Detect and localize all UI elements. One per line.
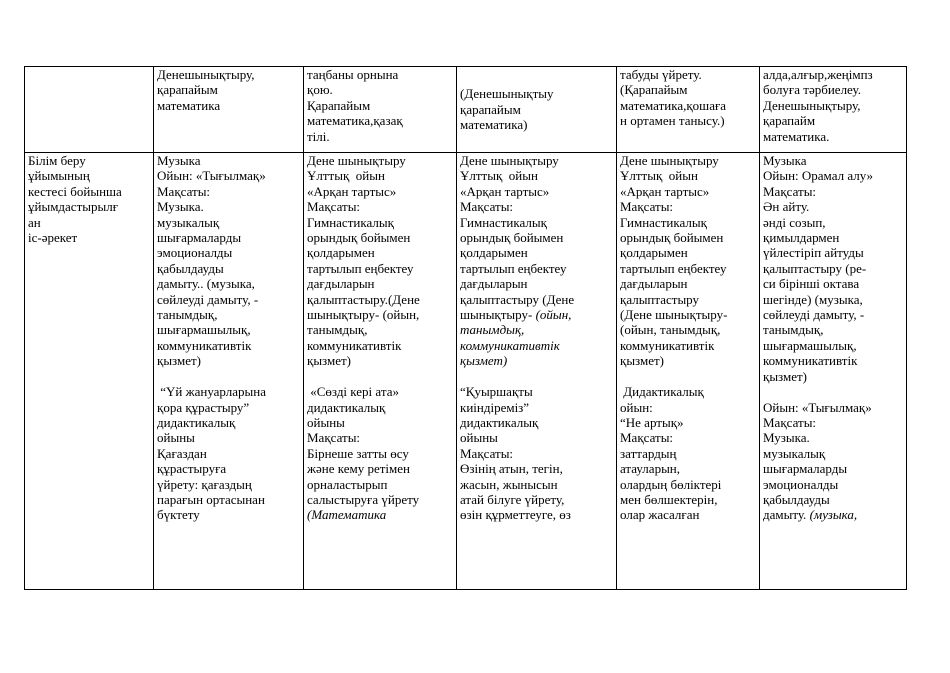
cell-text-line: қызмет): [307, 353, 352, 369]
cell-text-line: сөйлеуді дамыту, -: [157, 291, 259, 307]
cell-text-line: ойын:: [620, 399, 653, 415]
cell-text-line: “Қуыршақты: [460, 384, 533, 400]
cell-text-line: Қарапайым: [307, 97, 371, 113]
cell-text-italic: (ойын,: [535, 307, 572, 323]
cell-text-line: тілі.: [307, 128, 330, 144]
cell-text-line: киіндіреміз”: [460, 399, 530, 415]
cell-text-line: математика,қошаға: [620, 97, 727, 113]
cell-text-line: математика): [460, 117, 528, 133]
cell-text-line: шегінде) (музыка,: [763, 291, 863, 307]
cell-text-line: шығармашылық,: [763, 337, 857, 353]
cell-text-line: салыстыруға үйрету: [307, 491, 420, 507]
cell-text-line: қызмет): [763, 368, 808, 384]
cell-text-line: Гимнастикалық: [460, 214, 547, 230]
cell-text-line: Ұлттық ойын: [620, 168, 698, 184]
cell-text-line: шығармашылық,: [157, 322, 251, 338]
cell-text-line: құрастыруға: [157, 461, 227, 477]
cell-text-line: [763, 384, 903, 399]
cell-text-line: дағдыларын: [620, 276, 688, 292]
cell-text-line: Ұлттық ойын: [307, 168, 385, 184]
cell-text-line: қарапайым: [157, 82, 218, 98]
cell-text-line: математика: [157, 97, 221, 113]
cell-text-line: музыкалық: [157, 214, 220, 230]
cell-text-line: Қағаздан: [157, 445, 207, 461]
cell-text-line: танымдық,: [307, 322, 368, 338]
cell-text-line: және кему ретімен: [307, 461, 410, 477]
cell-text-line: кестесі бойынша: [28, 183, 122, 199]
cell-text-line: Мақсаты:: [307, 430, 361, 446]
cell-text-line: «Арқан тартыс»: [620, 183, 710, 199]
row1-cell-3: [457, 67, 617, 153]
cell-text-line: Музыка.: [157, 199, 204, 215]
cell-text-line: дағдыларын: [460, 276, 528, 292]
cell-text-line: “Не артық»: [620, 414, 684, 430]
cell-text-line: Ойын: «Тығылмақ»: [763, 399, 872, 415]
cell-text-line: (Дене шынықтыру-: [620, 307, 728, 323]
cell-text-line: «Арқан тартыс»: [307, 183, 397, 199]
row2-cell-0-activity-label: [25, 153, 154, 590]
cell-text-line: атауларын,: [620, 461, 681, 477]
cell-text-line: тартылып еңбектеу: [620, 260, 727, 276]
cell-text-line: дамыту. (музыка,: [763, 507, 858, 523]
cell-text-line: үйлестіріп айтуды: [763, 245, 864, 261]
cell-text-line: қою.: [307, 82, 333, 98]
cell-text-line: бүктету: [157, 507, 200, 523]
cell-text-line: «Сөзді кері ата»: [307, 384, 399, 400]
row1-cell-0: [25, 67, 154, 153]
row2-cell-1: [154, 153, 304, 590]
cell-text-line: Мақсаты:: [460, 445, 514, 461]
row2-cell-3: [457, 153, 617, 590]
cell-text-line: танымдық,: [460, 322, 525, 338]
cell-text-line: (Қарапайым: [620, 82, 688, 98]
cell-text-line: [307, 369, 453, 384]
cell-text-line: ойыны: [157, 430, 195, 446]
cell-text-line: дағдыларын: [307, 276, 375, 292]
cell-text-line: қабылдауды: [763, 491, 830, 507]
cell-text-line: орындық бойымен: [307, 230, 411, 246]
cell-text-line: коммуникативтік: [460, 337, 560, 353]
cell-text-line: қалыптастыру: [620, 291, 700, 307]
cell-text-line: н ортамен танысу.): [620, 113, 725, 129]
cell-text-line: ұйымдастырылғ: [28, 199, 119, 215]
cell-text-line: үйрету: қағаздың: [157, 476, 252, 492]
cell-text-line: дидактикалық: [460, 414, 539, 430]
cell-text-line: музыкалық: [763, 445, 826, 461]
cell-text-line: ойыны: [460, 430, 498, 446]
cell-text-line: математика,қазақ: [307, 113, 403, 129]
cell-text-line: қалыптастыру (Дене: [460, 291, 575, 307]
cell-text-line: таңбаны орнына: [307, 67, 399, 82]
cell-text-line: шынықтыру- (ойын,: [307, 307, 420, 323]
cell-text-line: олар жасалған: [620, 507, 700, 523]
cell-text-line: танымдық,: [157, 307, 218, 323]
cell-text-line: Мақсаты:: [763, 183, 817, 199]
cell-text-line: Бірнеше затты өсу: [307, 445, 409, 461]
cell-text-line: Ұлттық ойын: [460, 168, 538, 184]
cell-text-line: тартылып еңбектеу: [460, 260, 567, 276]
cell-text-line: Мақсаты:: [460, 199, 514, 215]
cell-text-line: коммуникативтік: [763, 353, 858, 369]
cell-text-line: танымдық,: [763, 322, 824, 338]
cell-text-line: Мақсаты:: [620, 430, 674, 446]
cell-text-line: Дидактикалық: [620, 384, 704, 400]
plan-table: [24, 66, 907, 590]
cell-text-line: Дене шынықтыру: [460, 153, 559, 168]
cell-text-line: заттардың: [620, 445, 677, 461]
cell-text-line: қора құрастыру”: [157, 399, 250, 415]
row1-cell-4: [617, 67, 760, 153]
cell-text-line: жасын, жынысын: [460, 476, 558, 492]
cell-text-line: атай білуге үйрету,: [460, 491, 565, 507]
cell-text-line: қызмет): [460, 353, 508, 369]
cell-text-line: Өзінің атын, тегін,: [460, 461, 563, 477]
cell-text-line: Денешынықтыру,: [763, 97, 861, 113]
cell-text-line: қолдарымен: [460, 245, 528, 261]
cell-text-line: алда,алғыр,жеңімпз: [763, 67, 873, 82]
cell-text-line: орындық бойымен: [620, 230, 724, 246]
cell-text-line: қабылдауды: [157, 260, 224, 276]
cell-text-line: мен бөлшектерін,: [620, 491, 718, 507]
cell-text-line: қарапайым: [460, 101, 521, 117]
cell-text-line: Музыка: [763, 153, 807, 168]
row1-cell-2: [304, 67, 457, 153]
table-row: [25, 153, 907, 590]
cell-text-line: си бірінші октава: [763, 276, 860, 292]
cell-text-line: Ойын: «Тығылмақ»: [157, 168, 266, 184]
cell-text-line: ұйымының: [28, 168, 90, 184]
cell-text-line: (ойын, танымдық,: [620, 322, 721, 338]
cell-text-line: табуды үйрету.: [620, 67, 702, 82]
cell-text-line: (Математика: [307, 507, 387, 523]
cell-text-line: қимылдармен: [763, 230, 840, 246]
row1-cell-1: [154, 67, 304, 153]
cell-text-line: қарапайм: [763, 113, 816, 129]
cell-text-line: [157, 369, 300, 384]
cell-text-line: Гимнастикалық: [620, 214, 707, 230]
cell-text-line: дидактикалық: [157, 414, 236, 430]
cell-text-line: шынықтыру- (ойын,: [460, 307, 572, 323]
cell-text-line: шығармаларды: [157, 230, 242, 246]
cell-text-line: қызмет): [620, 353, 665, 369]
row2-cell-2: [304, 153, 457, 590]
cell-text-line: математика.: [763, 128, 830, 144]
cell-text-line: сөйлеуді дамыту, -: [763, 307, 865, 323]
cell-text-line: Мақсаты:: [620, 199, 674, 215]
cell-text-line: Гимнастикалық: [307, 214, 394, 230]
cell-text-line: коммуникативтік: [307, 337, 402, 353]
cell-text-line: тартылып еңбектеу: [307, 260, 414, 276]
cell-text-line: қолдарымен: [307, 245, 375, 261]
cell-text-line: эмоционалды: [157, 245, 233, 261]
cell-text-line: Денешынықтыру,: [157, 67, 255, 82]
row2-cell-4: [617, 153, 760, 590]
cell-text-line: дамыту.. (музыка,: [157, 276, 255, 292]
cell-text-line: Мақсаты:: [307, 199, 361, 215]
cell-text-line: парағын ортасынан: [157, 491, 265, 507]
cell-text-line: өзін құрметтеуге, өз: [460, 507, 571, 523]
cell-text-line: орналастырып: [307, 476, 388, 492]
cell-text-line: қалыптастыру (ре-: [763, 260, 867, 276]
cell-text-line: орындық бойымен: [460, 230, 564, 246]
cell-text-line: Мақсаты:: [763, 414, 817, 430]
cell-text-line: қолдарымен: [620, 245, 688, 261]
cell-text-line: іс-әрекет: [28, 230, 78, 246]
cell-text-line: әнді созып,: [763, 214, 826, 230]
cell-text-line: болуға тәрбиелеу.: [763, 82, 861, 98]
cell-text-line: Ойын: Орамал алу»: [763, 168, 874, 184]
cell-text-line: олардың бөліктері: [620, 476, 722, 492]
cell-text-line: қалыптастыру.(Дене: [307, 291, 420, 307]
cell-text-line: [460, 369, 613, 384]
row1-cell-5: [760, 67, 907, 153]
cell-text-line: эмоционалды: [763, 476, 839, 492]
cell-text-line: [620, 369, 756, 384]
cell-text-line: Ән айту.: [763, 199, 810, 215]
cell-text-line: Мақсаты:: [157, 183, 211, 199]
table-row: [25, 67, 907, 153]
cell-text-line: “Үй жануарларына: [157, 384, 266, 400]
cell-text-line: қызмет): [157, 353, 202, 369]
cell-text-line: (Денешынықтыу: [460, 86, 554, 102]
cell-text-line: коммуникативтік: [620, 337, 715, 353]
cell-text-line: Музыка.: [763, 430, 810, 446]
cell-text-italic: (музыка,: [809, 507, 858, 523]
cell-text-line: Дене шынықтыру: [307, 153, 406, 168]
cell-text-line: дидактикалық: [307, 399, 386, 415]
cell-text-line: ойыны: [307, 414, 345, 430]
cell-text-line: Музыка: [157, 153, 201, 168]
cell-text-line: Білім беру: [28, 153, 86, 168]
cell-text-line: ан: [28, 214, 41, 230]
cell-text-line: «Арқан тартыс»: [460, 183, 550, 199]
cell-text-line: коммуникативтік: [157, 337, 252, 353]
row2-cell-5: [760, 153, 907, 590]
cell-text-line: Дене шынықтыру: [620, 153, 719, 168]
cell-text-line: шығармаларды: [763, 461, 848, 477]
